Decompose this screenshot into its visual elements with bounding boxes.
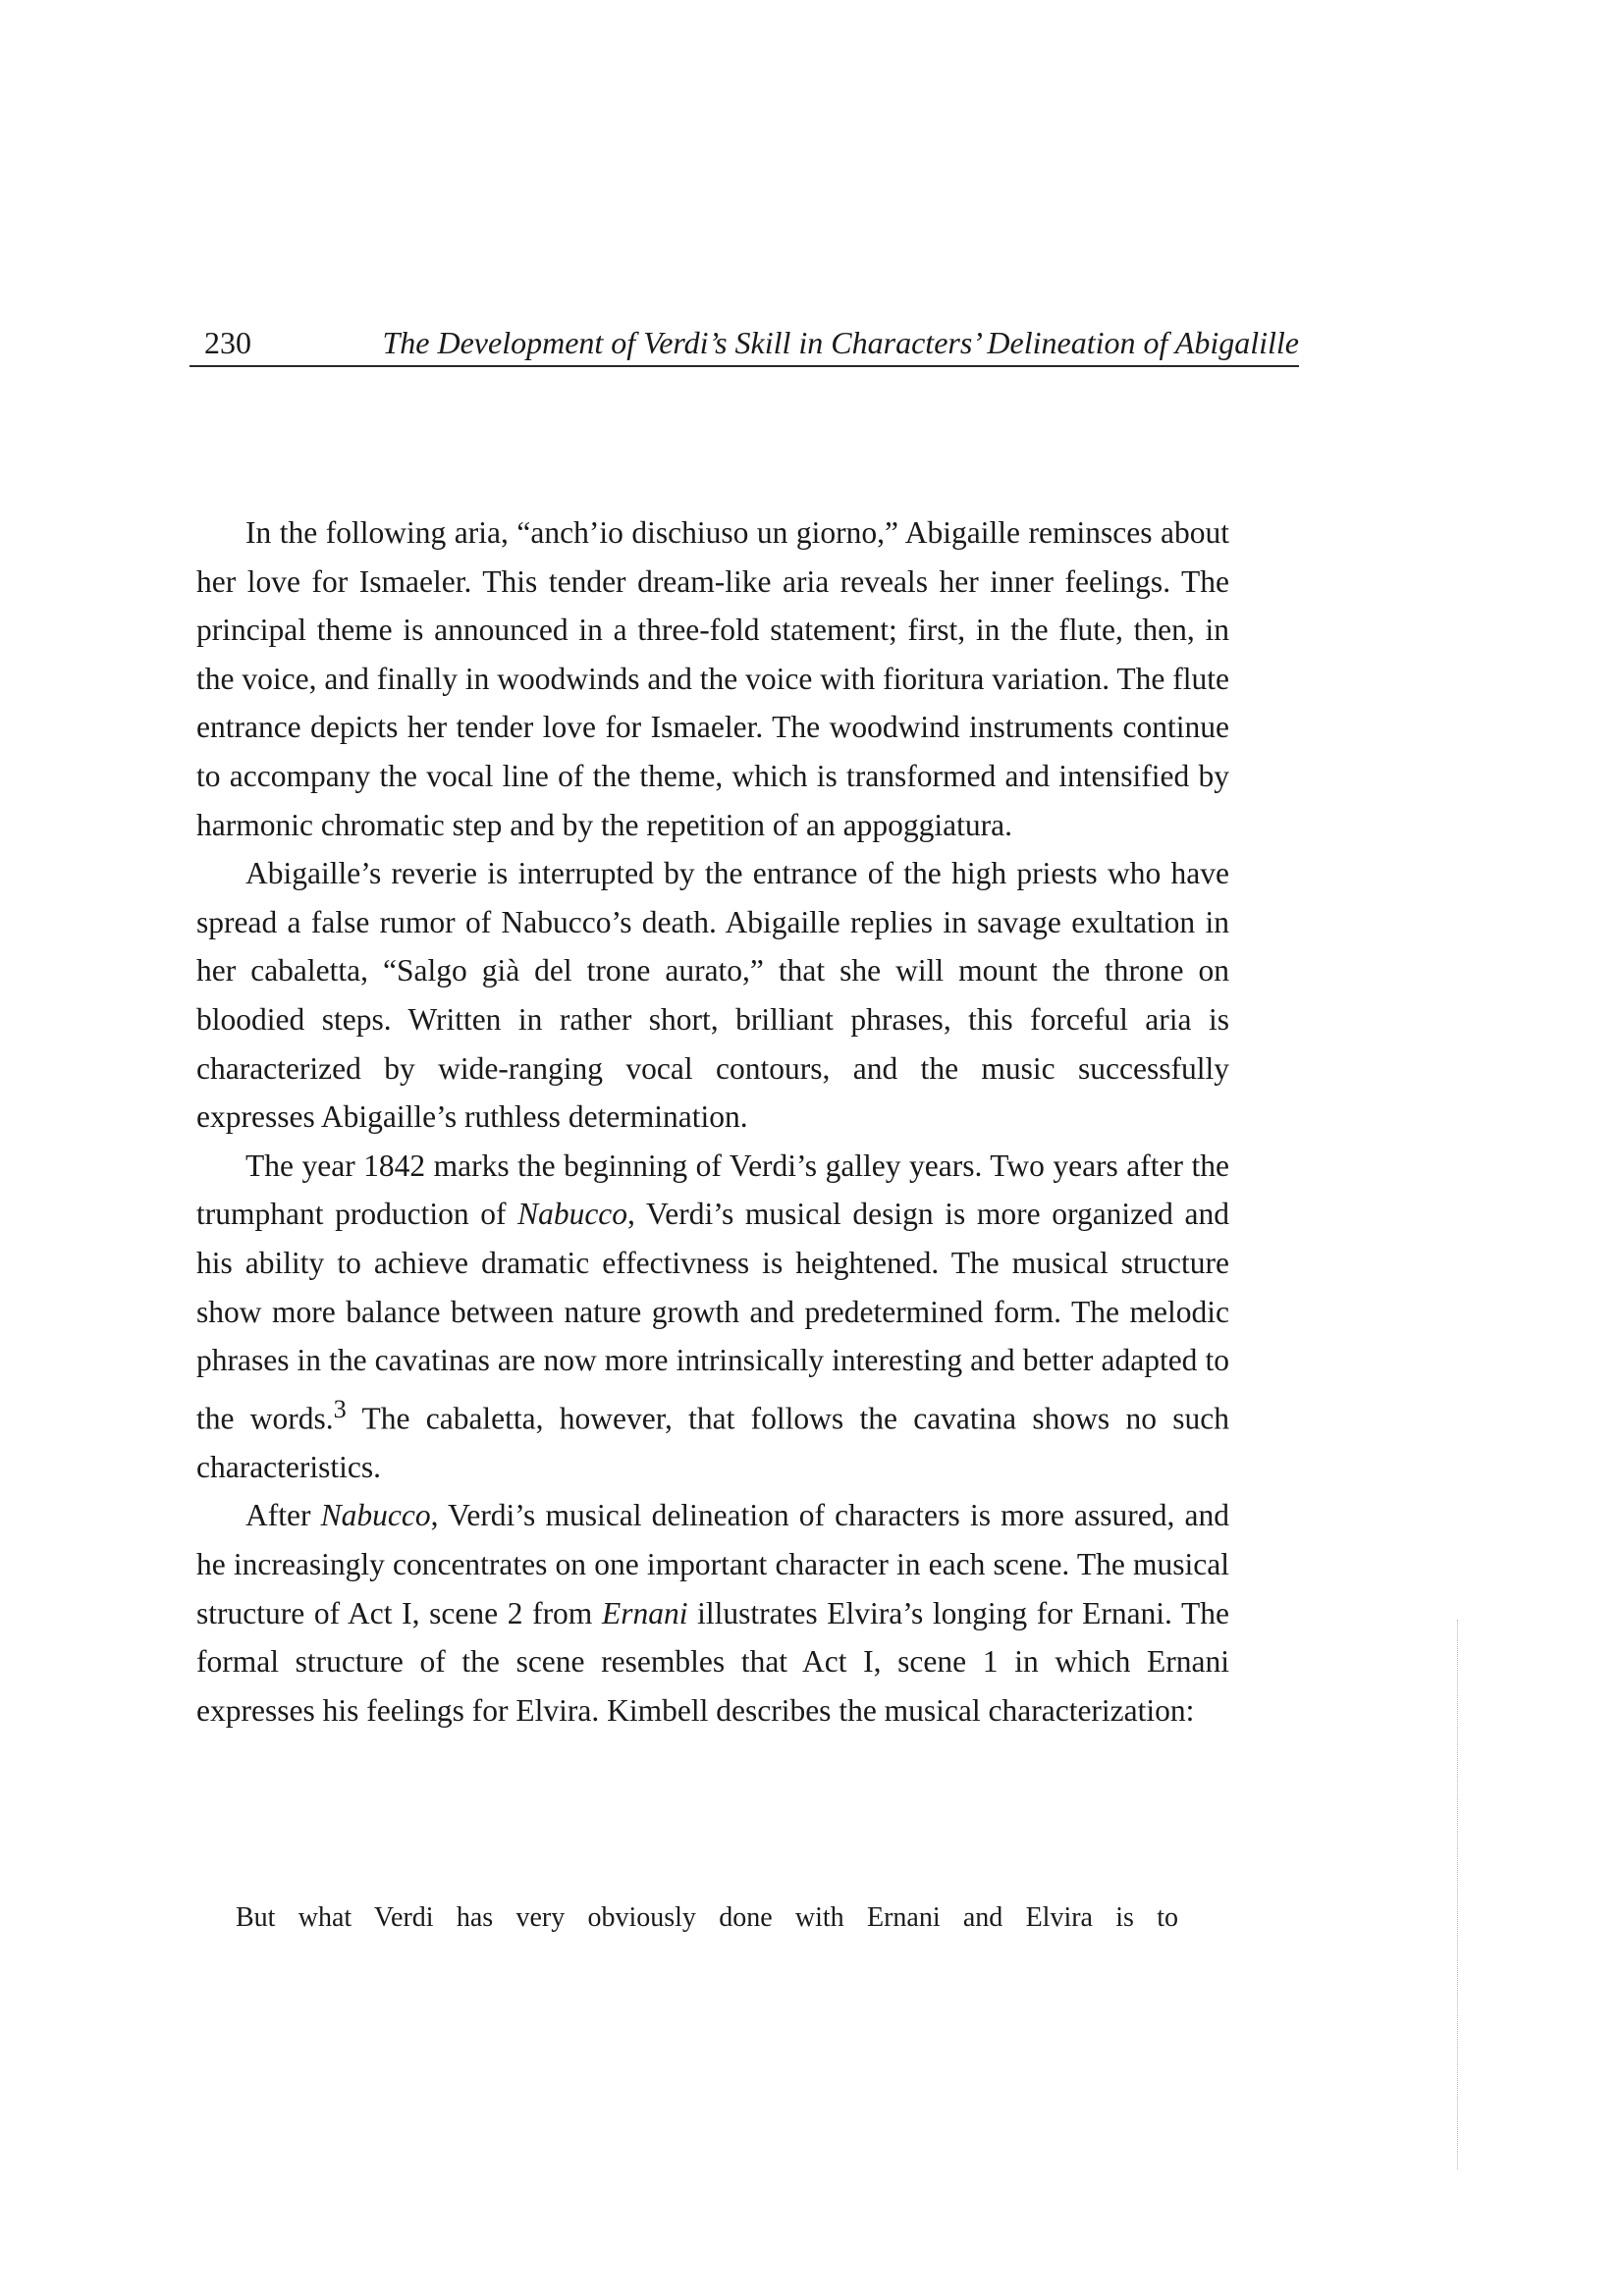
footnote-marker: 3 bbox=[333, 1394, 347, 1423]
paragraph-3 bbox=[196, 1142, 1229, 1492]
paragraph-3-text-b: , Verdi’s musical design is more organized and his ability to achieve dramatic effectivness is heightened. The musical structure show more balance between nature growth and predetermined form. The melodic phrases in the cavatinas are now more intrinsically interesting and better adapted to the words. bbox=[196, 1197, 1229, 1436]
title-nabucco: Nabucco bbox=[517, 1197, 628, 1232]
title-nabucco: Nabucco bbox=[320, 1498, 431, 1533]
body-text bbox=[196, 508, 1229, 1735]
paragraph-2: Abigaille’s reverie is interrupted by the entrance of the high priests who have spread a false rumor of Nabucco’s death. Abigaille replies in savage exultation in her cabaletta, “Salgo già del trone aurato,” that she will mount the throne on bloodied steps. Written in rather short, brilliant phrases, this forceful aria is characterized by wide-ranging vocal contours, and the music successfully expresses Abigaille’s ruthless determination. bbox=[196, 856, 1229, 1135]
paragraph-4-text-c: illustrates Elvira’s longing for Ernani. The formal structure of the scene resembles that Act I, scene 1 in which Ernani expresses his feelings for Elvira. Kimbell describes the musical characterization: bbox=[196, 1595, 1229, 1728]
paragraph-3-text-a: The year 1842 marks the beginning of Verdi’s galley years. Two years after the trumphant production of bbox=[196, 1148, 1229, 1232]
paragraph-4-text-b: , Verdi’s musical delineation of characters is more assured, and he increasingly concentrates on one important character in each scene. The musical structure of Act I, scene 2 from bbox=[196, 1498, 1229, 1630]
running-header bbox=[189, 320, 1299, 367]
scan-edge-mark bbox=[1457, 1620, 1459, 2169]
paragraph-1: In the following aria, “anch’io dischiuso un giorno,” Abigaille reminsces about her love for Ismaeler. This tender dream-like aria reveals her inner feelings. The principal theme is announced in a three-fold statement; first, in the flute, then, in the voice, and finally in woodwinds and the voice with fioritura variation. The flute entrance depicts her tender love for Ismaeler. The woodwind instruments continue to accompany the vocal line of the theme, which is transformed and intensified by harmonic chromatic step and by the repetition of an appoggiatura. bbox=[196, 515, 1229, 842]
paragraph-4-text-a: After bbox=[245, 1498, 321, 1533]
page-number: 230 bbox=[204, 325, 251, 360]
block-quote bbox=[236, 1898, 1178, 1938]
paragraph-4 bbox=[196, 1491, 1229, 1735]
block-quote-text: But what Verdi has very obviously done with Ernani and Elvira is to bbox=[236, 1902, 1178, 1933]
title-ernani: Ernani bbox=[601, 1595, 688, 1630]
running-title: The Development of Verdi’s Skill in Characters’ Delineation of Abigalille bbox=[382, 325, 1299, 360]
paragraph-3-text-c: The cabaletta, however, that follows the cavatina shows no such characteristics. bbox=[196, 1401, 1229, 1484]
